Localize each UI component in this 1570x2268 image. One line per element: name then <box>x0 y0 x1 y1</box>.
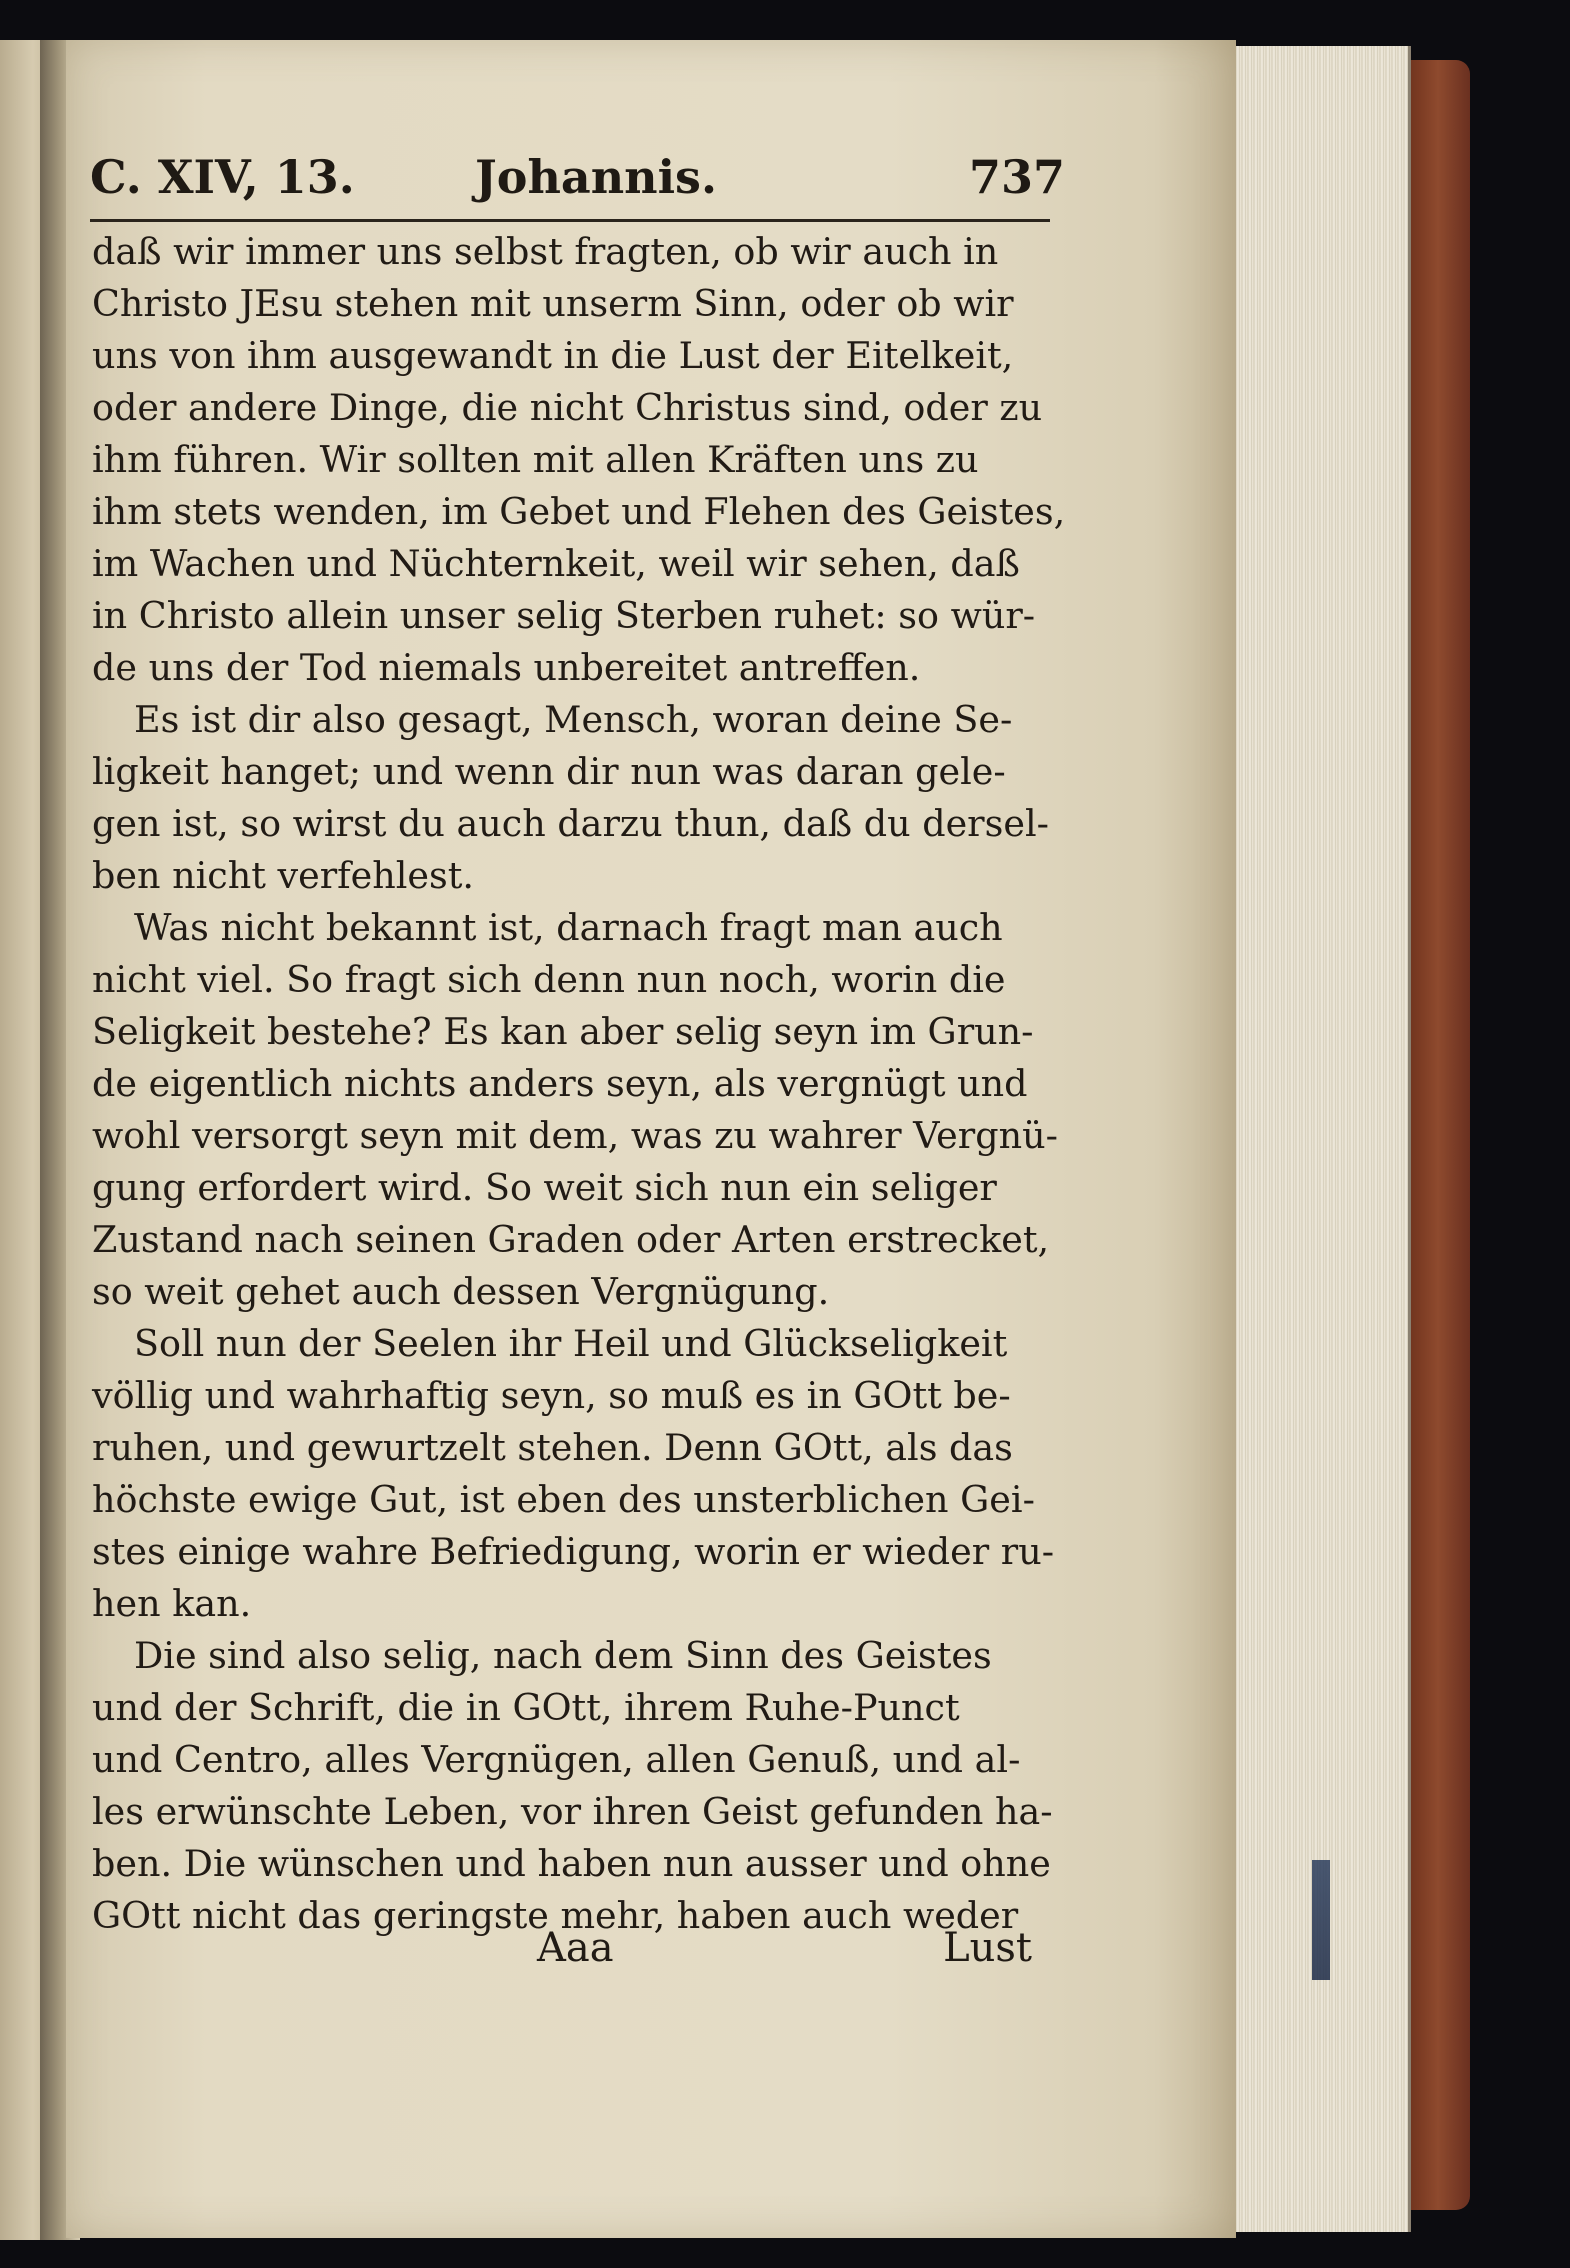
header-rule <box>90 219 1050 222</box>
text-line: völlig und wahrhaftig seyn, so muß es in GOtt be- <box>92 1374 1011 1417</box>
catchword: Lust <box>943 1925 1032 1971</box>
text-line: nicht viel. So fragt sich denn nun noch, worin die <box>92 958 1006 1001</box>
text-line: ruhen, und gewurtzelt stehen. Denn GOtt, als das <box>92 1426 1013 1469</box>
text-line: ben. Die wünschen und haben nun ausser und ohne <box>92 1842 1051 1885</box>
signature-mark: Aaa <box>537 1925 614 1971</box>
text-line: les erwünschte Leben, vor ihren Geist gefunden ha- <box>92 1790 1053 1833</box>
paragraph-start: Die sind also selig, nach dem Sinn des Geistes <box>134 1634 992 1677</box>
text-line: Christo JEsu stehen mit unserm Sinn, oder ob wir <box>92 282 1014 325</box>
text-line: daß wir immer uns selbst fragten, ob wir auch in <box>92 230 999 273</box>
text-line: ihm stets wenden, im Gebet und Flehen des Geistes, <box>92 490 1066 533</box>
text-line: oder andere Dinge, die nicht Christus sind, oder zu <box>92 386 1043 429</box>
paragraph-start: Es ist dir also gesagt, Mensch, woran deine Se- <box>134 698 1013 741</box>
text-line: Zustand nach seinen Graden oder Arten erstrecket, <box>92 1218 1050 1261</box>
text-line: und Centro, alles Vergnügen, allen Genuß, und al- <box>92 1738 1021 1781</box>
text-line: höchste ewige Gut, ist eben des unsterblichen Gei- <box>92 1478 1035 1521</box>
text-line: in Christo allein unser selig Sterben ruhet: so wür- <box>92 594 1036 637</box>
text-line: ihm führen. Wir sollten mit allen Kräften uns zu <box>92 438 979 481</box>
text-line: hen kan. <box>92 1582 252 1625</box>
chapter-reference: C. XIV, 13. <box>90 150 355 204</box>
page-footer <box>92 1925 1032 1981</box>
text-line: gen ist, so wirst du auch darzu thun, daß du dersel- <box>92 802 1049 845</box>
page-number: 737 <box>968 150 1065 204</box>
book-title: Johannis. <box>475 150 717 204</box>
text-line: ligkeit hanget; und wenn dir nun was daran gele- <box>92 750 1006 793</box>
text-line: und der Schrift, die in GOtt, ihrem Ruhe-Punct <box>92 1686 960 1729</box>
text-line: uns von ihm ausgewandt in die Lust der Eitelkeit, <box>92 334 1014 377</box>
text-line: de eigentlich nichts anders seyn, als vergnügt und <box>92 1062 1028 1105</box>
text-line: stes einige wahre Befriedigung, worin er wieder ru- <box>92 1530 1055 1573</box>
paragraph-start: Was nicht bekannt ist, darnach fragt man auch <box>134 906 1003 949</box>
running-header <box>90 150 1065 220</box>
text-line: wohl versorgt seyn mit dem, was zu wahrer Vergnü- <box>92 1114 1058 1157</box>
text-line: gung erfordert wird. So weit sich nun ein seliger <box>92 1166 997 1209</box>
text-line: Seligkeit bestehe? Es kan aber selig seyn im Grun- <box>92 1010 1034 1053</box>
body-text <box>92 226 1082 1942</box>
text-line: ben nicht verfehlest. <box>92 854 475 897</box>
text-line: so weit gehet auch dessen Vergnügung. <box>92 1270 830 1313</box>
cover-wear-mark <box>1312 1860 1330 1980</box>
text-line: de uns der Tod niemals unbereitet antreffen. <box>92 646 921 689</box>
text-line: GOtt nicht das geringste mehr, haben auch weder <box>92 1894 1019 1937</box>
paragraph-start: Soll nun der Seelen ihr Heil und Glückseligkeit <box>134 1322 1008 1365</box>
text-line: im Wachen und Nüchternkeit, weil wir sehen, daß <box>92 542 1020 585</box>
